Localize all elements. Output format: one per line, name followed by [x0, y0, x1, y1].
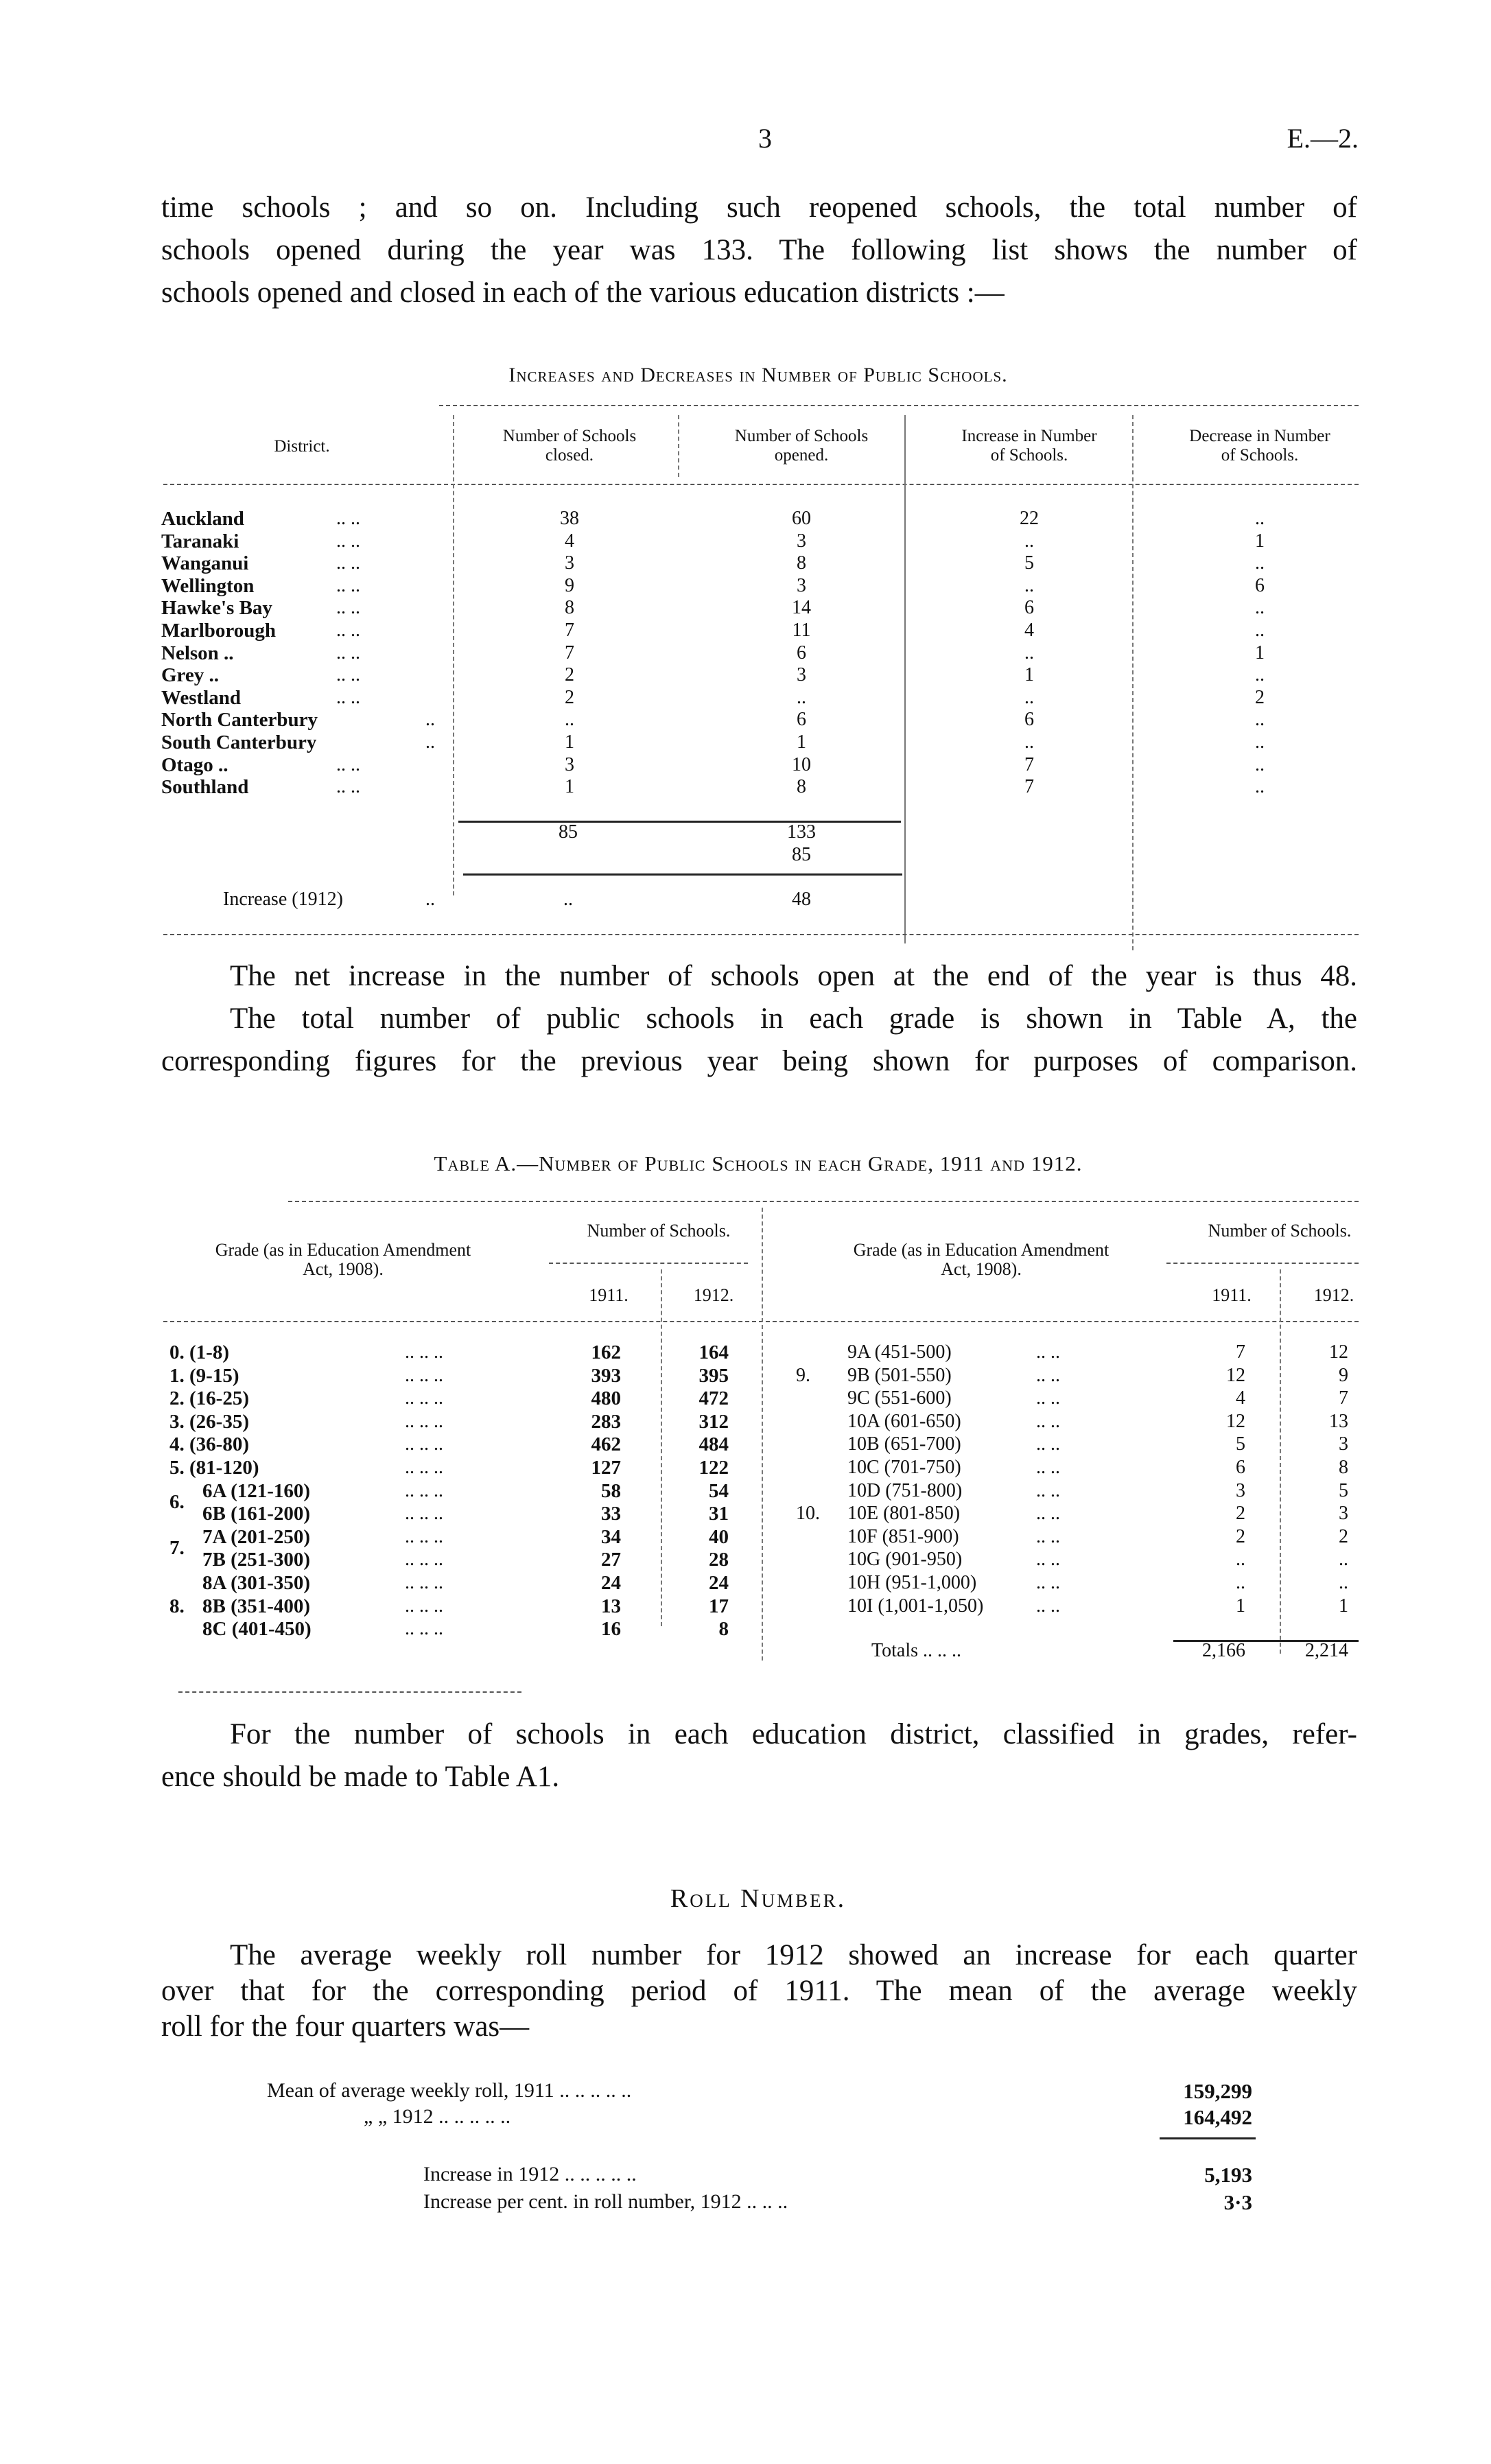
district-name: Southland [161, 776, 249, 799]
grade-label: 6A (121-160) [202, 1479, 311, 1502]
leader-dots: .. .. [336, 642, 360, 664]
count-1912: 2 [1339, 1525, 1348, 1547]
closed-count: 2 [565, 664, 574, 686]
grade-label: 7A (201-250) [202, 1525, 311, 1548]
decrease-count: .. [1255, 620, 1265, 641]
increase-count: .. [1024, 686, 1034, 708]
increase-count: .. [1024, 530, 1034, 552]
district-name: Hawke's Bay [161, 597, 272, 620]
column-divider [678, 415, 679, 477]
count-1911: 12 [1226, 1364, 1245, 1386]
closed-count: 8 [565, 597, 574, 619]
count-1912: 9 [1339, 1364, 1348, 1386]
count-1912: 13 [1329, 1410, 1348, 1432]
grade-label: 10B (651-700) [847, 1433, 961, 1455]
increase-closed: .. [563, 889, 573, 910]
header-line: closed. [545, 446, 594, 465]
table-rule [439, 405, 1359, 406]
grade-label: 9C (551-600) [847, 1387, 952, 1409]
table-rule [288, 1201, 1359, 1202]
increase-count: 1 [1024, 664, 1034, 686]
decrease-count: 1 [1255, 642, 1265, 664]
opened-count: 3 [797, 530, 806, 552]
leader-dots: .. .. .. [405, 1410, 443, 1432]
decrease-count: .. [1255, 508, 1265, 529]
decrease-count: 6 [1255, 574, 1265, 596]
count-1912: .. [1339, 1549, 1348, 1571]
total-1911: 2,166 [1202, 1640, 1245, 1661]
column-divider [1280, 1269, 1281, 1654]
count-1911: 162 [591, 1341, 621, 1363]
table-rule [163, 934, 1359, 935]
totals-label: Totals .. .. .. [871, 1640, 962, 1661]
grade-label: 10G (901-950) [847, 1549, 963, 1571]
leader-dots: .. .. [336, 686, 360, 708]
count-1912: .. [1339, 1572, 1348, 1593]
count-1911: 4 [1236, 1387, 1245, 1409]
leader-dots: .. .. [336, 753, 360, 775]
count-1911: 6 [1236, 1457, 1245, 1478]
header-line: Act, 1908). [941, 1259, 1022, 1279]
district-name: Auckland [161, 508, 244, 530]
count-1912: 3 [1339, 1433, 1348, 1455]
district-name: Taranaki [161, 530, 239, 552]
closed-count: .. [565, 709, 574, 731]
table1-title: Increases and Decreases in Number of Public Schools. [508, 364, 1008, 386]
leader-dots: .. .. [336, 552, 360, 574]
table1-header-opened [735, 427, 868, 465]
count-1912: 40 [709, 1525, 729, 1548]
count-1912: 312 [698, 1410, 729, 1433]
paragraph-line: The average weekly roll number for 1912 showed an increase for each quarter [230, 1939, 1357, 1971]
opened-count: 11 [792, 620, 811, 641]
increase-count: 6 [1024, 709, 1034, 731]
grade-label: 9A (451-500) [847, 1341, 952, 1363]
closed-count: 1 [565, 776, 574, 798]
count-1911: 283 [591, 1410, 621, 1433]
table1-header-increase [961, 427, 1096, 465]
grade-label: 7B (251-300) [202, 1549, 311, 1571]
decrease-count: .. [1255, 753, 1265, 775]
count-1911: 2 [1236, 1525, 1245, 1547]
opened-count: 1 [797, 731, 806, 753]
leader-dots: .. .. .. [405, 1479, 443, 1501]
grade-label: 10A (601-650) [847, 1410, 961, 1432]
leader-dots: .. .. .. [405, 1433, 443, 1455]
count-1911: 3 [1236, 1479, 1245, 1501]
table-rule [163, 484, 1359, 485]
district-name: Wellington [161, 574, 255, 597]
total-rule [1160, 2137, 1256, 2139]
count-1912: 164 [698, 1341, 729, 1363]
leader-dots: .. .. [336, 574, 360, 596]
tableA-right-grade-header [854, 1241, 1110, 1279]
grade-label: 8A (301-350) [202, 1572, 311, 1594]
count-1911: 5 [1236, 1433, 1245, 1455]
grade-label: 10D (751-800) [847, 1479, 963, 1501]
grade-label: 9B (501-550) [847, 1364, 952, 1386]
leader-dots: .. .. .. [405, 1387, 443, 1409]
document-code: E.—2. [1287, 123, 1359, 154]
leader-dots: .. .. .. [405, 1618, 443, 1640]
district-name: Nelson .. [161, 642, 234, 664]
paragraph-line: roll for the four quarters was— [161, 2010, 530, 2043]
closed-count: 2 [565, 686, 574, 708]
grade-label: 2. (16-25) [169, 1387, 249, 1410]
count-1912: 472 [698, 1387, 729, 1410]
count-1912: 122 [698, 1457, 729, 1479]
leader-dots: .. .. .. [405, 1341, 443, 1363]
leader-dots: .. .. [1036, 1410, 1060, 1432]
leader-dots: .. [425, 889, 435, 910]
paragraph-line: The net increase in the number of schools open at the end of the year is thus 48. [230, 960, 1357, 992]
leader-dots: .. .. [1036, 1387, 1060, 1409]
leader-dots: .. [425, 731, 435, 753]
increase-percent-label: Increase per cent. in roll number, 1912 .. .. .. [423, 2190, 788, 2213]
opened-count: .. [797, 686, 806, 708]
count-1912: 8 [1339, 1457, 1348, 1478]
grade-group: 8. [169, 1595, 185, 1617]
grade-label: 0. (1-8) [169, 1341, 229, 1363]
decrease-count: .. [1255, 664, 1265, 686]
increase-count: .. [1024, 731, 1034, 753]
total-opened: 133 [787, 821, 816, 843]
increase-count: 7 [1024, 776, 1034, 798]
increase-1912-label: Increase (1912) [223, 889, 343, 910]
count-1911: 127 [591, 1457, 621, 1479]
opened-count: 8 [797, 552, 806, 574]
grade-label: 10H (951-1,000) [847, 1572, 977, 1593]
header-line: opened. [774, 446, 829, 465]
mean-1912-label: „ „ 1912 .. .. .. .. .. [364, 2105, 511, 2128]
tableA-right-number-header: Number of Schools. [1208, 1221, 1352, 1241]
leader-dots: .. .. .. [405, 1549, 443, 1571]
total-rule [458, 821, 901, 823]
table-rule [178, 1691, 521, 1693]
leader-dots: .. .. [1036, 1503, 1060, 1525]
table1-header-closed [503, 427, 636, 465]
increase-count: .. [1024, 642, 1034, 664]
header-line: Decrease in Number [1189, 427, 1330, 445]
count-1912: 12 [1329, 1341, 1348, 1363]
column-divider [453, 415, 454, 895]
paragraph-line: The total number of public schools in each grade is shown in Table A, the [230, 1002, 1357, 1035]
tableA-left-grade-header [215, 1241, 471, 1279]
subtract-closed: 85 [792, 844, 811, 865]
closed-count: 3 [565, 552, 574, 574]
count-1912: 31 [709, 1503, 729, 1525]
tableA-left-1912-header: 1912. [693, 1285, 734, 1305]
district-name: Otago .. [161, 753, 228, 776]
table1-header-decrease [1189, 427, 1330, 465]
table-rule [549, 1263, 748, 1264]
header-line: Grade (as in Education Amendment [853, 1240, 1110, 1260]
leader-dots: .. .. [336, 597, 360, 619]
leader-dots: .. .. [336, 620, 360, 641]
middle-paragraph [161, 955, 1357, 1083]
leader-dots: .. .. .. [405, 1525, 443, 1547]
increase-count: .. [1024, 574, 1034, 596]
count-1911: 462 [591, 1433, 621, 1456]
paragraph-line: schools opened and closed in each of the various education districts :— [161, 277, 1005, 309]
opened-count: 14 [792, 597, 811, 619]
closed-count: 38 [560, 508, 579, 529]
leader-dots: .. .. .. [405, 1572, 443, 1593]
column-divider [904, 415, 906, 943]
closed-count: 9 [565, 574, 574, 596]
opened-count: 8 [797, 776, 806, 798]
closed-count: 7 [565, 642, 574, 664]
count-1911: 24 [601, 1572, 621, 1594]
header-line: Number of Schools [734, 427, 869, 445]
grade-label: 10E (801-850) [847, 1503, 961, 1525]
count-1912: 3 [1339, 1503, 1348, 1525]
grade-label: 6B (161-200) [202, 1503, 311, 1525]
leader-dots: .. .. [1036, 1364, 1060, 1386]
increase-count: 22 [1020, 508, 1039, 529]
leader-dots: .. .. [336, 776, 360, 798]
count-1911: 33 [601, 1503, 621, 1525]
grade-group: 9. [796, 1364, 810, 1386]
grade-label: 4. (36-80) [169, 1433, 249, 1456]
column-divider [762, 1208, 763, 1661]
decrease-count: 1 [1255, 530, 1265, 552]
paragraph-line: ence should be made to Table A1. [161, 1761, 560, 1793]
count-1911: 16 [601, 1618, 621, 1641]
count-1912: 395 [698, 1364, 729, 1387]
opened-count: 3 [797, 574, 806, 596]
leader-dots: .. .. .. [405, 1364, 443, 1386]
closed-count: 7 [565, 620, 574, 641]
header-line: Number of Schools [502, 427, 637, 445]
opened-count: 60 [792, 508, 811, 529]
paragraph-line: over that for the corresponding period of 1911. The mean of the average weekly [161, 1975, 1357, 2007]
paragraph-line: For the number of schools in each education district, classified in grades, refer- [230, 1718, 1357, 1750]
grade-label: 10I (1,001-1,050) [847, 1595, 984, 1617]
increase-value: 48 [792, 889, 811, 910]
count-1911: 34 [601, 1525, 621, 1548]
district-name: Wanganui [161, 552, 249, 575]
opened-count: 6 [797, 642, 806, 664]
count-1912: 484 [698, 1433, 729, 1456]
grade-label: 8B (351-400) [202, 1595, 311, 1617]
decrease-count: .. [1255, 597, 1265, 619]
count-1911: 480 [591, 1387, 621, 1410]
leader-dots: .. .. [1036, 1572, 1060, 1593]
grade-label: 10F (851-900) [847, 1525, 959, 1547]
table1-header-district: District. [274, 437, 330, 456]
count-1911: 58 [601, 1479, 621, 1502]
district-name: Westland [161, 686, 242, 709]
count-1911: .. [1236, 1549, 1245, 1571]
district-name: South Canterbury [161, 731, 317, 753]
column-divider [661, 1269, 662, 1626]
leader-dots: .. .. [336, 508, 360, 529]
leader-dots: .. .. [1036, 1549, 1060, 1571]
leader-dots: .. [425, 709, 435, 731]
grade-label: 3. (26-35) [169, 1410, 249, 1433]
opened-count: 6 [797, 709, 806, 731]
total-1912: 2,214 [1305, 1640, 1348, 1661]
roll-number-heading: Roll Number. [670, 1884, 847, 1913]
increase-percent-value: 3·3 [1223, 2190, 1252, 2214]
tableA-left-number-header: Number of Schools. [587, 1221, 731, 1241]
grade-group: 6. [169, 1490, 185, 1513]
reference-paragraph [161, 1713, 1357, 1798]
roll-paragraph [161, 1938, 1357, 2045]
total-rule [463, 873, 902, 876]
leader-dots: .. .. [336, 664, 360, 686]
count-1911: .. [1236, 1572, 1245, 1593]
increase-count: 5 [1024, 552, 1034, 574]
count-1911: 27 [601, 1549, 621, 1571]
district-name: Marlborough [161, 620, 277, 642]
table-rule [1166, 1263, 1359, 1264]
decrease-count: .. [1255, 731, 1265, 753]
leader-dots: .. .. [1036, 1595, 1060, 1617]
count-1912: 8 [718, 1618, 729, 1641]
header-line: of Schools. [990, 446, 1068, 465]
leader-dots: .. .. .. [405, 1457, 443, 1478]
count-1911: 12 [1226, 1410, 1245, 1432]
column-divider [1132, 415, 1134, 950]
district-name: North Canterbury [161, 709, 318, 731]
grade-label: 5. (81-120) [169, 1457, 259, 1479]
paragraph-line: schools opened during the year was 133. The following list shows the number of [161, 234, 1357, 266]
header-line: Increase in Number [961, 427, 1097, 445]
count-1911: 1 [1236, 1595, 1245, 1617]
count-1911: 7 [1236, 1341, 1245, 1363]
tableA-right-1911-header: 1911. [1212, 1285, 1252, 1305]
closed-count: 4 [565, 530, 574, 552]
count-1912: 24 [709, 1572, 729, 1594]
tableA-right-1912-header: 1912. [1313, 1285, 1354, 1305]
tableA-title: Table A.—Number of Public Schools in each Grade, 1911 and 1912. [434, 1151, 1083, 1175]
increase-count: 7 [1024, 753, 1034, 775]
mean-1911-label: Mean of average weekly roll, 1911 .. .. .. .. .. [267, 2079, 632, 2102]
closed-count: 3 [565, 753, 574, 775]
decrease-count: 2 [1255, 686, 1265, 708]
grade-label: 8C (401-450) [202, 1618, 312, 1641]
count-1912: 1 [1339, 1595, 1348, 1617]
mean-1912-value: 164,492 [1183, 2105, 1252, 2129]
leader-dots: .. .. [1036, 1341, 1060, 1363]
count-1912: 28 [709, 1549, 729, 1571]
increase-count: 6 [1024, 597, 1034, 619]
leader-dots: .. .. [1036, 1433, 1060, 1455]
leader-dots: .. .. .. [405, 1503, 443, 1525]
count-1912: 5 [1339, 1479, 1348, 1501]
header-line: of Schools. [1221, 446, 1299, 465]
total-closed: 85 [559, 821, 578, 843]
tableA-left-1911-header: 1911. [589, 1285, 629, 1305]
paragraph-line: corresponding figures for the previous year being shown for purposes of comparison. [161, 1045, 1357, 1077]
count-1911: 393 [591, 1364, 621, 1387]
header-line: Grade (as in Education Amendment [215, 1240, 471, 1260]
mean-1911-value: 159,299 [1183, 2079, 1252, 2103]
grade-group: 10. [796, 1503, 820, 1525]
opened-count: 3 [797, 664, 806, 686]
count-1911: 13 [601, 1595, 621, 1617]
district-name: Grey .. [161, 664, 220, 687]
increase-value: 5,193 [1204, 2163, 1252, 2187]
header-line: Act, 1908). [303, 1259, 384, 1279]
leader-dots: .. .. [336, 530, 360, 552]
decrease-count: .. [1255, 552, 1265, 574]
leader-dots: .. .. [1036, 1525, 1060, 1547]
leader-dots: .. .. [1036, 1479, 1060, 1501]
decrease-count: .. [1255, 776, 1265, 798]
increase-count: 4 [1024, 620, 1034, 641]
count-1912: 17 [709, 1595, 729, 1617]
page-number: 3 [758, 123, 772, 154]
leader-dots: .. .. .. [405, 1595, 443, 1617]
table-rule [163, 1321, 1359, 1322]
leader-dots: .. .. [1036, 1457, 1060, 1478]
decrease-count: .. [1255, 709, 1265, 731]
count-1912: 7 [1339, 1387, 1348, 1409]
grade-label: 10C (701-750) [847, 1457, 961, 1478]
grade-group: 7. [169, 1536, 185, 1559]
closed-count: 1 [565, 731, 574, 753]
grade-label: 1. (9-15) [169, 1364, 239, 1387]
intro-paragraph [161, 187, 1357, 314]
count-1912: 54 [709, 1479, 729, 1502]
increase-label: Increase in 1912 .. .. .. .. .. [423, 2163, 637, 2185]
paragraph-line: time schools ; and so on. Including such reopened schools, the total number of [161, 191, 1357, 224]
opened-count: 10 [792, 753, 811, 775]
count-1911: 2 [1236, 1503, 1245, 1525]
